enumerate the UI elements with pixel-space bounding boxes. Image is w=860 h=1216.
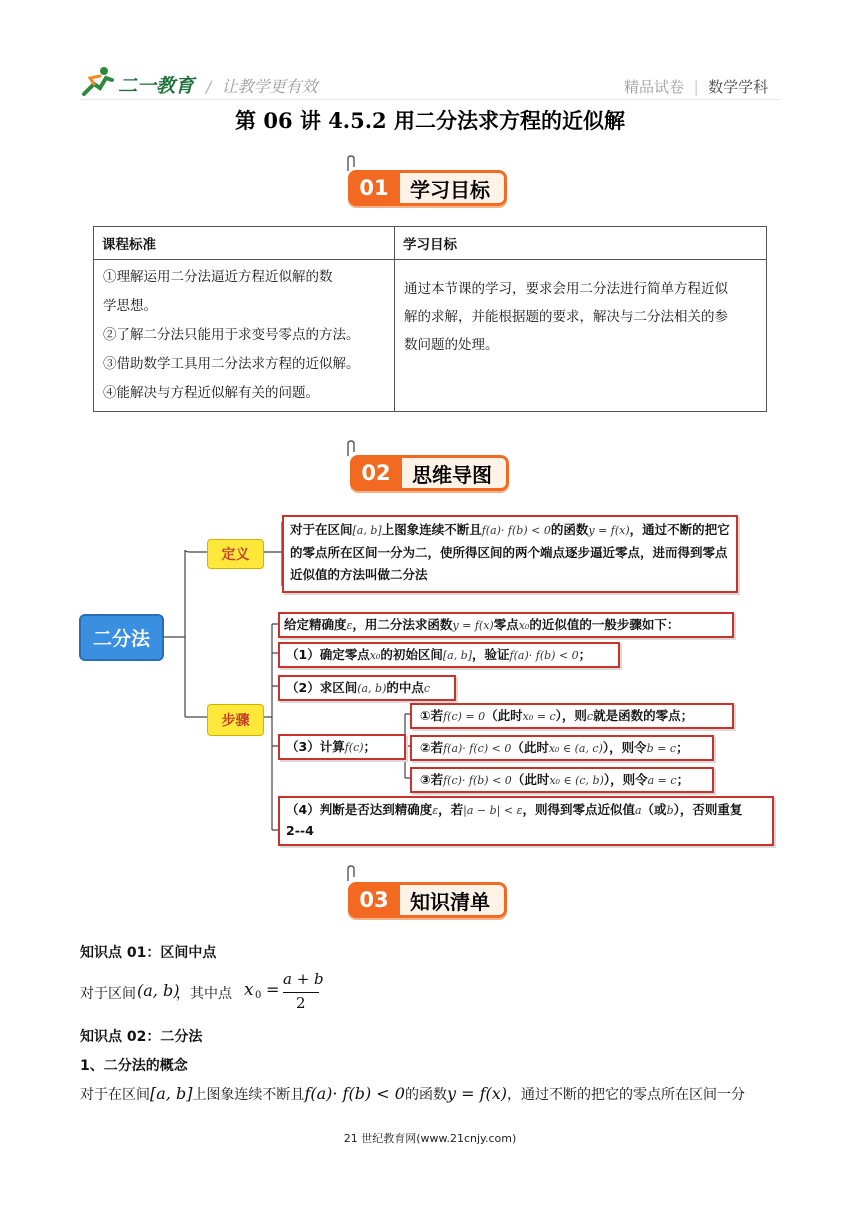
standard-line: 学思想。 — [103, 298, 157, 314]
section-badge-goals — [348, 170, 507, 206]
definition-line: 近似值的方法叫做二分法 — [290, 567, 428, 582]
goals-table — [93, 226, 767, 412]
logo-text: 二一教育 — [118, 75, 195, 97]
mindmap-root: 二分法 — [79, 614, 164, 661]
section-label: 思维导图 — [402, 455, 509, 491]
logo — [80, 66, 195, 98]
step2-box: （2）求区间(a, b)的中点c — [278, 675, 456, 701]
knowledge-point-2-title: 知识点 02：二分法 — [80, 1029, 203, 1045]
steps-intro-box: 给定精确度ε，用二分法求函数y = f(x)零点x₀的近似值的一般步骤如下： — [278, 612, 734, 638]
page-title: 第 06 讲 4.5.2 用二分法求方程的近似解 — [235, 108, 625, 133]
standard-line: ④能解决与方程近似解有关的问题。 — [103, 385, 319, 401]
step3-box: （3）计算f(c)； — [278, 734, 406, 760]
definition-node: 定义 — [207, 539, 264, 569]
runner-logo-icon — [80, 66, 116, 98]
standard-line: ③借助数学工具用二分法求方程的近似解。 — [103, 356, 360, 372]
objective-line: 解的求解，并能根据题的要求，解决与二分法相关的参 — [404, 309, 728, 325]
concept-paragraph: 对于在区间[a, b]上图象连续不断且f(a)· f(b) < 0的函数y = f(x)，通过不断的把它的零点所在区间一分 — [80, 1084, 746, 1103]
paperclip-icon — [344, 865, 358, 883]
standards-cell — [94, 260, 395, 412]
knowledge-point-1-title: 知识点 01：区间中点 — [80, 945, 217, 961]
step1-box: （1）确定零点x₀的初始区间[a, b]，验证f(a)· f(b) < 0； — [278, 642, 620, 668]
step4-box: （4）判断是否达到精确度ε，若|a − b| < ε，则得到零点近似值a（或b），否则重复 2--4 — [278, 796, 774, 846]
step3-sub2-box: ②若f(a)· f(c) < 0（此时x₀ ∈ (a, c)），则令b = c； — [410, 735, 714, 761]
header-category: 精品试卷 | 数学学科 — [624, 78, 769, 96]
header-rule — [80, 99, 780, 100]
section-label: 知识清单 — [400, 882, 507, 918]
step3-sub1-box: ①若f(c) = 0（此时x₀ = c），则c就是函数的零点； — [410, 703, 734, 729]
table-header-standard: 课程标准 — [94, 227, 395, 260]
midpoint-formula: 对于区间 (a, b) ，其中点 x 0 = a + b 2 — [80, 970, 324, 1012]
standard-line: ②了解二分法只能用于求变号零点的方法。 — [103, 327, 360, 343]
section-badge-mindmap — [350, 455, 509, 491]
table-header-objective: 学习目标 — [395, 227, 767, 260]
section-number: 03 — [348, 882, 400, 918]
concept-heading: 1、二分法的概念 — [80, 1058, 188, 1074]
objective-line: 通过本节课的学习，要求会用二分法进行简单方程近似 — [404, 281, 728, 297]
definition-box — [282, 515, 738, 593]
section-badge-knowledge — [348, 882, 507, 918]
step3-sub3-box: ③若f(c)· f(b) < 0（此时x₀ ∈ (c, b)），则令a = c； — [410, 767, 714, 793]
page-footer: 21 世纪教育网(www.21cnjy.com) — [343, 1132, 517, 1145]
objective-cell — [395, 260, 767, 412]
standard-line: ①理解运用二分法逼近方程近似解的数 — [103, 269, 333, 285]
slogan: / 让教学更有效 — [206, 77, 318, 96]
definition-line: 对于在区间[a, b]上图象连续不断且f(a)· f(b) < 0的函数y = f(x)，通过不断的把它 — [290, 522, 730, 537]
section-number: 01 — [348, 170, 400, 206]
section-number: 02 — [350, 455, 402, 491]
steps-node: 步骤 — [207, 704, 264, 736]
objective-line: 数问题的处理。 — [404, 337, 499, 353]
section-label: 学习目标 — [400, 170, 507, 206]
definition-line: 的零点所在区间一分为二，使所得区间的两个端点逐步逼近零点，进而得到零点 — [290, 545, 728, 560]
